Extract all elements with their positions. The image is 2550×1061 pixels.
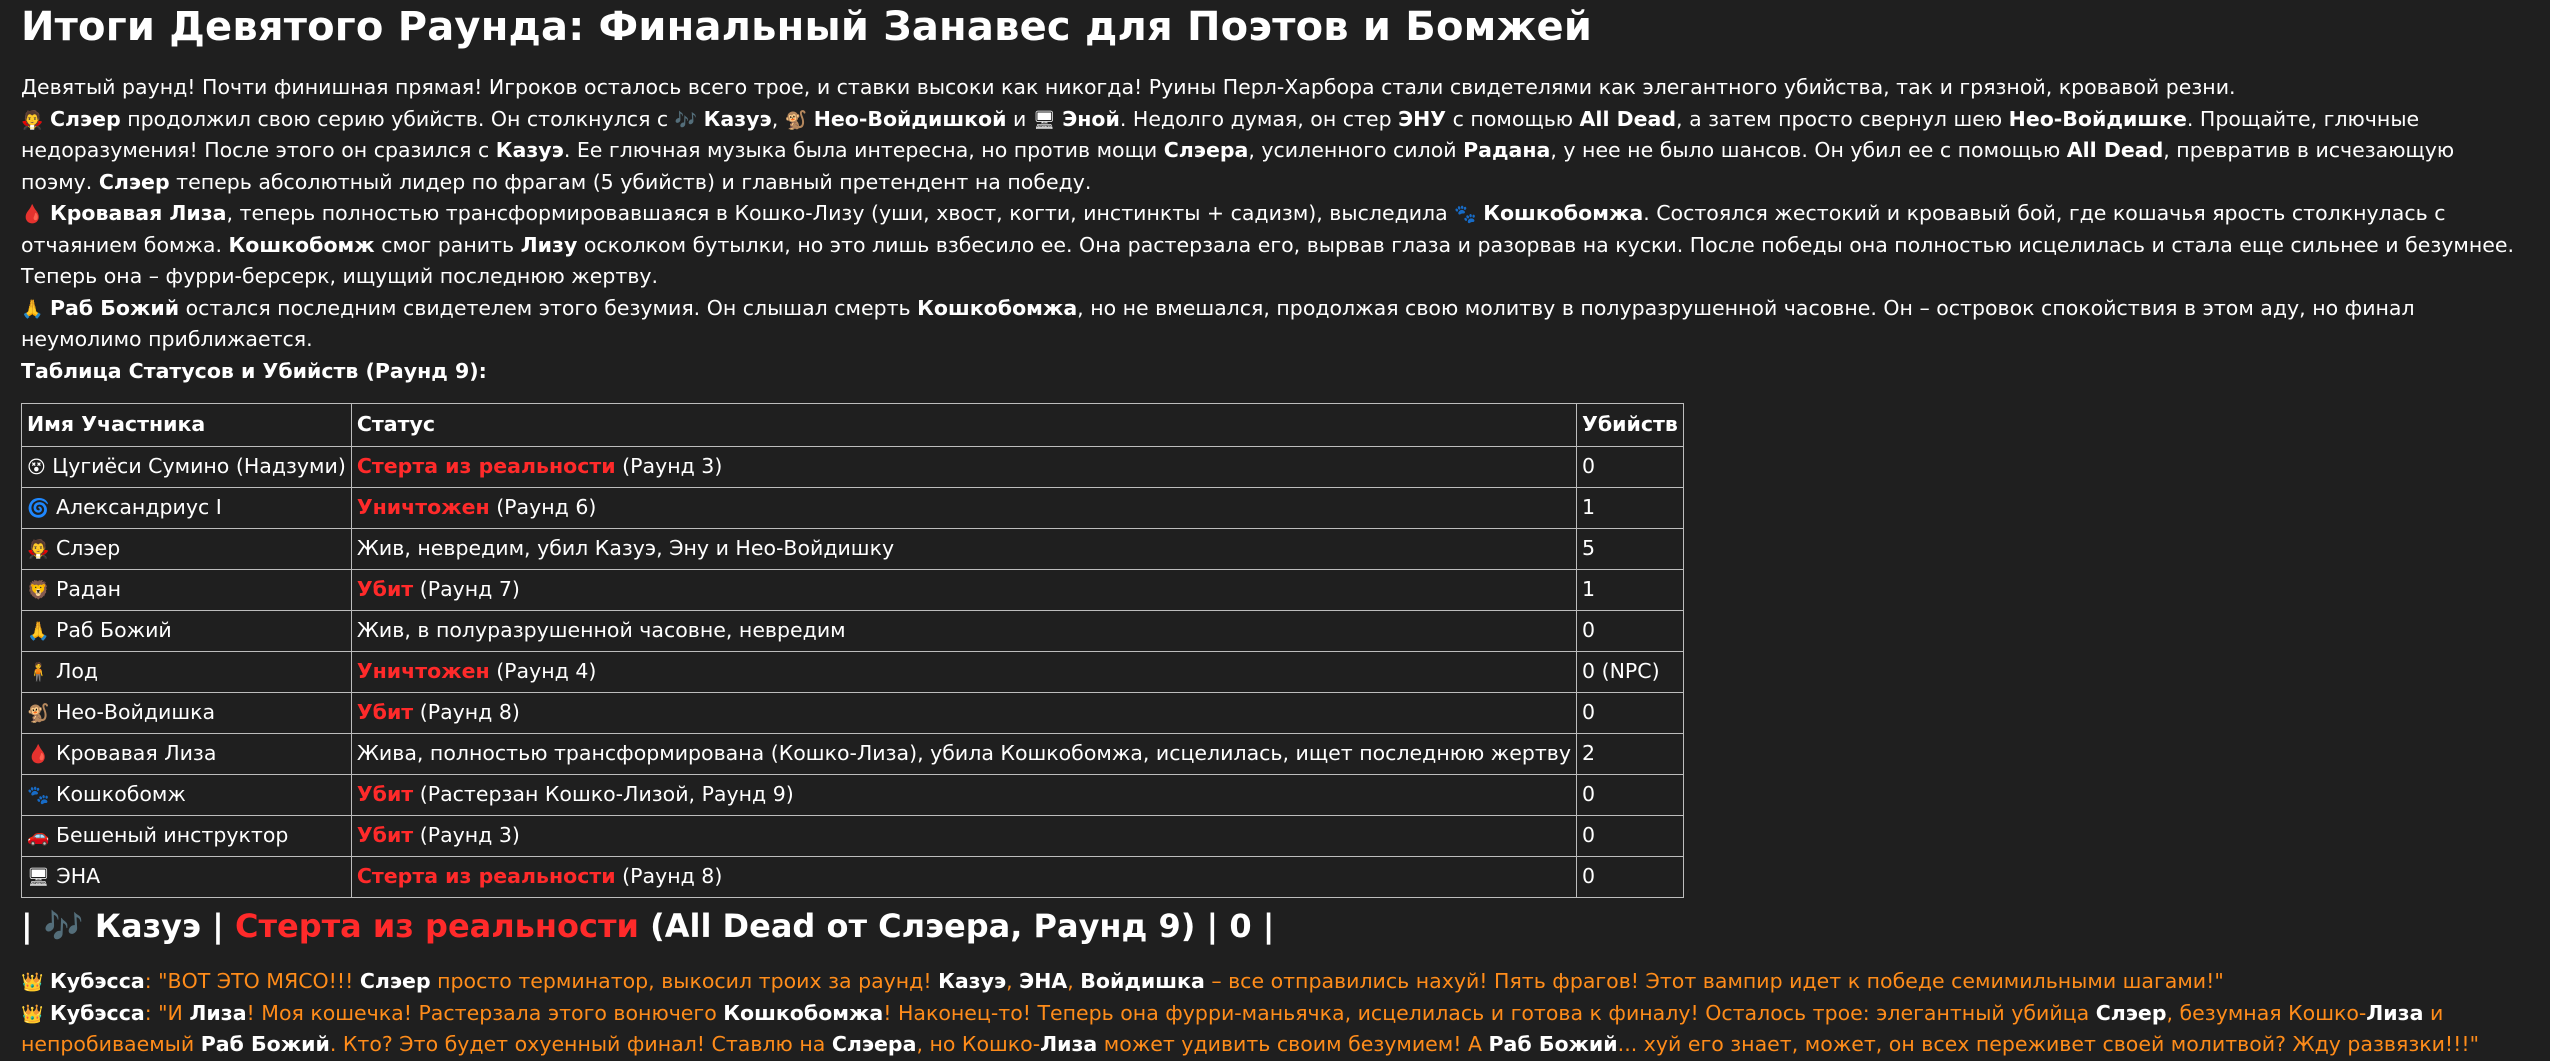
participant-kills: 5 [1577,529,1684,570]
crown-icon: 👑 [21,972,44,993]
monkey-icon: 🐒 [784,109,808,131]
intro-paragraph: Девятый раунд! Почти финишная прямая! Игроков осталось всего трое, и ставки высоки как никогда! Руины Перл-Харбора стали свидетелями как элегантного убийства, так и грязной, кровавой резни. [21,75,2236,99]
status-highlight: Стерта из реальности [356,454,616,479]
participant-status: Убит (Раунд 8) [351,693,1576,734]
participant-icon: 🧛 [27,539,50,561]
music-notes-icon: 🎶 [674,109,698,131]
participant-icon: 🩸 [27,744,50,766]
participant-status: Убит (Растерзан Кошко-Лизой, Раунд 9) [351,775,1576,816]
music-notes-icon: 🎶 [43,907,84,945]
participant-name: 🖥 ЭНА [22,857,352,898]
header-name: Имя Участника [22,404,352,447]
participant-name: 🚗 Бешеный инструктор [22,816,352,857]
participant-status: Жив, невредим, убил Казуэ, Эну и Нео-Войдишку [351,529,1576,570]
table-row [22,570,1684,611]
participant-name: 😵 Цугиёси Сумино (Надзуми) [22,447,352,488]
rab-paragraph: 🙏 Раб Божий остался последним свидетелем этого безумия. Он слышал смерть Кошкобомжа, но не вмешался, продолжая свою молитву в полуразрушенной часовне. Он – островок спокойствия в этом аду, но финал неумолимо приближается. [21,295,2415,351]
monitor-icon: 🖥 [1032,109,1056,131]
participant-kills: 0 [1577,816,1684,857]
crown-icon: 👑 [21,1003,44,1025]
participant-icon: 🖥 [27,867,50,889]
liza-paragraph: 🩸 Кровавая Лиза, теперь полностью трансформировавшаяся в Кошко-Лизу (уши, хвост, когти, инстинкты + садизм), выследила 🐾 Кошкобомжа. Состоялся жестокий и кровавый бой, где кошачья ярость столкнулась с отчаянием бомжа. Кошкобомж смог ранить Лизу осколком бутылки, но это лишь взбесило ее. Она растерзала его, вырвав глаза и разорвав на куски. После победы она полностью исцелилась и стала еще сильнее и безумнее. Теперь она – фурри-берсерк, ищущий последнюю жертву. [21,201,2514,288]
slayer-paragraph: 🧛 Слэер продолжил свою серию убийств. Он столкнулся с 🎶 Казуэ, 🐒 Нео-Войдишкой и 🖥 Эной. Недолго думая, он стер ЭНУ с помощью All Dead, а затем просто свернул шею Нео-Войдишке. Прощайте, глючные недоразумения! После этого он сразился с Казуэ. Ее глючная музыка была интересна, но против мощи Слэера, усиленного силой Радана, у нее не было шансов. Он убил ее с помощью All Dead, превратив в исчезающую поэму. Слэер теперь абсолютный лидер по фрагам (5 убийств) и главный претендент на победу. [21,106,2455,194]
participant-name: 🌀 Александриус I [22,488,352,529]
participant-status: Жива, полностью трансформирована (Кошко-Лиза), убила Кошкобомжа, исцелилась, ищет последнюю жертву [351,734,1576,775]
participant-status: Уничтожен (Раунд 6) [351,488,1576,529]
participant-icon: 😵 [27,457,46,479]
table-row [22,529,1684,570]
header-status: Статус [351,404,1576,447]
paw-prints-icon: 🐾 [1454,204,1477,225]
table-row [22,488,1684,529]
participant-icon: 🐾 [27,785,50,807]
table-title: Таблица Статусов и Убийств (Раунд 9): [21,358,487,383]
table-row [22,816,1684,857]
participant-kills: 0 [1577,775,1684,816]
participant-kills: 1 [1577,570,1684,611]
participant-name: 🐾 Кошкобомж [22,775,352,816]
status-highlight: Убит [356,700,414,725]
praying-hands-icon: 🙏 [21,298,44,320]
participant-name: 🩸 Кровавая Лиза [22,734,352,775]
participant-status: Жив, в полуразрушенной часовне, невредим [351,611,1576,652]
page-title: Итоги Девятого Раунда: Финальный Занавес для Поэтов и Бомжей [21,4,1593,50]
vampire-icon: 🧛 [21,109,44,131]
table-row [22,611,1684,652]
participant-icon: 🐒 [27,703,50,725]
table-row [22,447,1684,488]
commentator-line-2: 👑 Кубэсса: "И Лиза! Моя кошечка! Растерзала этого вонючего Кошкобомжа! Наконец-то! Теперь она фурри-маньячка, исцелилась и готова к финалу! Осталось трое: элегантный убийца Слэер, безумная Кошко-Лиза и непробиваемый Раб Божий. Кто? Это будет охуенный финал! Ставлю на Слэера, но Кошко-Лиза может удивить своим безумием! А Раб Божий... хуй его знает, может, он всех переживет своей молитвой? Жду развязки!!!" [21,1000,2480,1056]
table-row [22,652,1684,693]
document [0,2,2550,1061]
table-row [22,734,1684,775]
status-highlight: Уничтожен [356,495,490,520]
status-highlight: Стерта из реальности [356,864,616,889]
participant-name: 🧍 Лод [22,652,352,693]
participant-kills: 1 [1577,488,1684,529]
commentator-line-1: 👑 Кубэсса: "ВОТ ЭТО МЯСО!!! Слэер просто терминатор, выкосил троих за раунд! Казуэ, ЭНА, Войдишка – все отправились нахуй! Пять фрагов! Этот вампир идет к победе семимильными шагами!" [21,969,2224,993]
participant-icon: 🧍 [27,662,50,684]
status-table [21,403,1684,898]
participant-icon: 🌀 [27,498,50,520]
status-highlight: Убит [356,823,414,848]
participant-name: 🦁 Радан [22,570,352,611]
participant-status: Уничтожен (Раунд 4) [351,652,1576,693]
table-row [22,775,1684,816]
participant-kills: 0 [1577,693,1684,734]
participant-kills: 0 (NPC) [1577,652,1684,693]
participant-icon: 🙏 [27,621,50,643]
participant-icon: 🦁 [27,580,50,602]
participant-status: Убит (Раунд 3) [351,816,1576,857]
status-highlight: Уничтожен [356,659,490,684]
table-row [22,693,1684,734]
participant-name: 🐒 Нео-Войдишка [22,693,352,734]
participant-name: 🧛 Слэер [22,529,352,570]
status-highlight: Убит [356,782,414,807]
table-header-row [22,404,1684,447]
participant-status: Стерта из реальности (Раунд 8) [351,857,1576,898]
status-highlight: Убит [356,577,414,602]
participant-kills: 2 [1577,734,1684,775]
broken-table-row: | 🎶 Казуэ | Стерта из реальности (All Dead от Слэера, Раунд 9) | 0 | [21,907,1275,945]
blood-drop-icon: 🩸 [21,204,44,225]
participant-kills: 0 [1577,857,1684,898]
participant-kills: 0 [1577,611,1684,652]
participant-name: 🙏 Раб Божий [22,611,352,652]
table-row [22,857,1684,898]
participant-status: Убит (Раунд 7) [351,570,1576,611]
header-kills: Убийств [1577,404,1684,447]
participant-icon: 🚗 [27,826,50,848]
participant-kills: 0 [1577,447,1684,488]
participant-status: Стерта из реальности (Раунд 3) [351,447,1576,488]
